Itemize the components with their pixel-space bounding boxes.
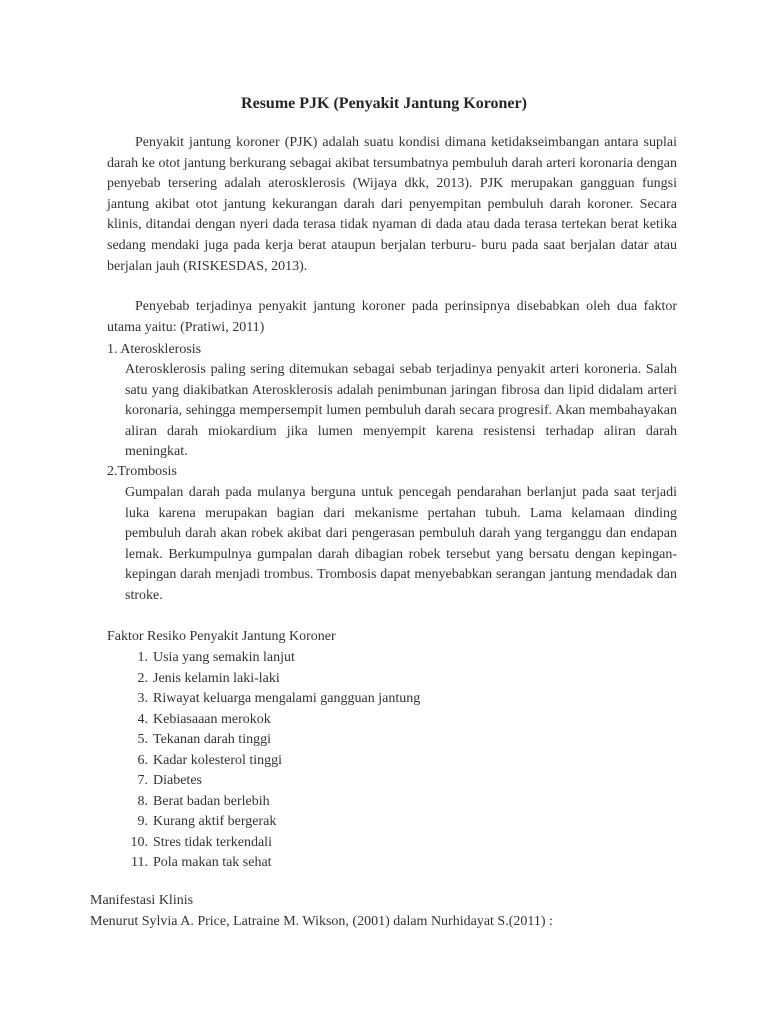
- manifestasi-heading: Manifestasi Klinis: [90, 893, 194, 908]
- list-item-number: 7.: [137, 773, 148, 788]
- cause-heading-trombosis: 2.Trombosis: [107, 464, 177, 479]
- list-item-text: Riwayat keluarga mengalami gangguan jantung: [153, 691, 421, 706]
- list-item-text: Pola makan tak sehat: [153, 855, 272, 870]
- document-title: Resume PJK (Penyakit Jantung Koroner): [241, 95, 527, 112]
- list-item-text: Berat badan berlebih: [153, 793, 270, 809]
- list-item-text: Usia yang semakin lanjut: [153, 650, 295, 665]
- list-item-text: Kadar kolesterol tinggi: [153, 752, 283, 768]
- list-item-number: 11.: [131, 855, 148, 870]
- list-item-number: 9.: [137, 814, 148, 829]
- list-item-text: Tekanan darah tinggi: [153, 732, 271, 747]
- cause-text-aterosklerosis: Aterosklerosis paling sering ditemukan sebagai sebab terjadinya penyakit arteri koroneria. Salah satu yang diakibatkan Aterosklerosis adalah penimbunan jaringan fibrosa dan lipid didalam arteri koronaria, sehingga mempersempit lumen pembuluh darah secara progresif. Akan membahayakan aliran darah miokardium jika lumen menyempit karena resistensi terhadap aliran darah meningkat.: [125, 362, 677, 460]
- risk-factors-heading: Faktor Resiko Penyakit Jantung Koroner: [107, 629, 336, 644]
- manifestasi-text: Menurut Sylvia A. Price, Latraine M. Wikson, (2001) dalam Nurhidayat S.(2011) :: [90, 914, 553, 929]
- list-item-number: 5.: [137, 732, 148, 747]
- list-item-number: 2.: [137, 670, 148, 686]
- cause-heading-aterosklerosis: 1. Aterosklerosis: [107, 342, 202, 357]
- penyebab-paragraph: Penyebab terjadinya penyakit jantung koroner pada perinsipnya disebabkan oleh dua faktor utama yaitu: (Pratiwi, 2011): [107, 299, 677, 335]
- list-item-number: 8.: [137, 793, 148, 809]
- list-item-number: 6.: [137, 752, 148, 768]
- list-item-number: 1.: [137, 650, 148, 665]
- cause-text-trombosis: Gumpalan darah pada mulanya berguna untuk pencegah pendarahan berlanjut pada saat terjadi luka karena merupakan bagian dari mekanisme pertahan tubuh. Lama kelamaan dinding pembuluh darah akan robek akibat dari pengerasan pembuluh darah yang terganggu dan endapan lemak. Berkumpulnya gumpalan darah dibagian robek tersebut yang bersatu dengan kepingan-kepingan darah menjadi trombus. Trombosis dapat menyebabkan serangan jantung mendadak dan stroke.: [125, 485, 677, 603]
- list-item-text: Jenis kelamin laki-laki: [153, 670, 280, 686]
- list-item-text: Diabetes: [153, 773, 202, 788]
- list-item-number: 3.: [137, 691, 148, 706]
- list-item-text: Kurang aktif bergerak: [153, 814, 277, 829]
- intro-paragraph: Penyakit jantung koroner (PJK) adalah suatu kondisi dimana ketidakseimbangan antara suplai darah ke otot jantung berkurang sebagai akibat tersumbatnya pembuluh darah arteri koronaria dengan penyebab tersering adalah aterosklerosis (Wijaya dkk, 2013). PJK merupakan gangguan fungsi jantung akibat otot jantung kekurangan darah dari penyempitan pembuluh darah koroner. Secara klinis, ditandai dengan nyeri dada terasa tidak nyaman di dada atau dada terasa tertekan berat ketika sedang mendaki juga pada kerja berat ataupun berjalan terburu- buru pada saat berjalan datar atau berjalan jauh (RISKESDAS, 2013).: [107, 135, 677, 274]
- list-item-number: 10.: [130, 834, 148, 850]
- list-item-text: Kebiasaaan merokok: [153, 711, 271, 727]
- list-item-text: Stres tidak terkendali: [153, 834, 272, 850]
- list-item-number: 4.: [137, 711, 148, 727]
